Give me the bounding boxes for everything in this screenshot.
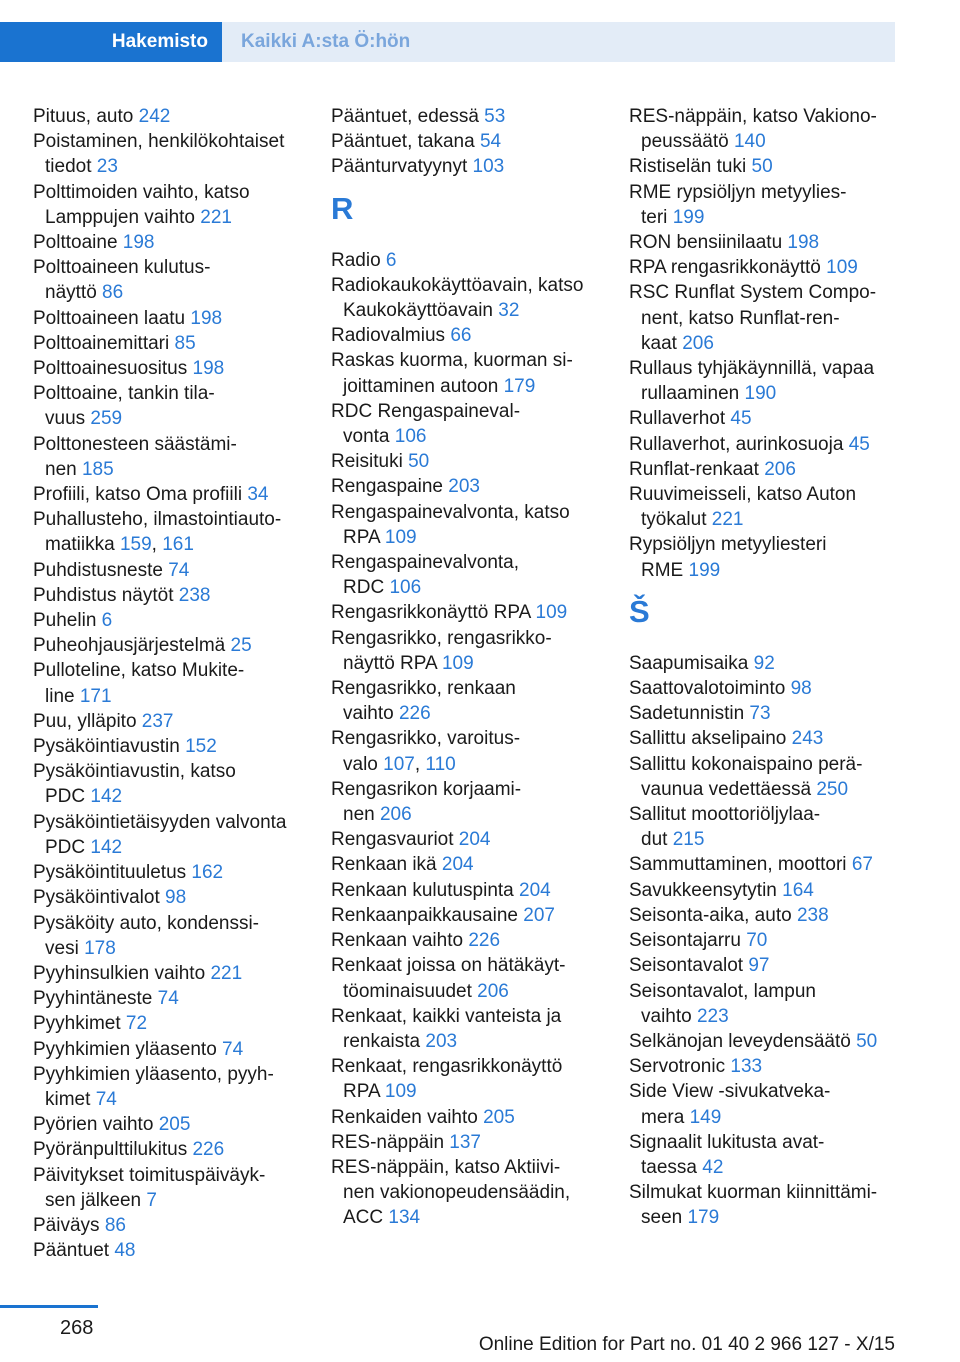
- page-link[interactable]: 6: [101, 610, 113, 632]
- page-link[interactable]: 178: [84, 937, 116, 959]
- index-entry: [629, 701, 899, 726]
- index-entry: [629, 180, 899, 230]
- edition-note: Online Edition for Part no. 01 40 2 966 127 - X/15: [478, 1334, 895, 1355]
- index-entry: [33, 331, 303, 356]
- index-entry: [629, 356, 899, 406]
- page-link[interactable]: 223: [696, 1005, 729, 1027]
- index-entry: [629, 953, 899, 978]
- page-link[interactable]: 185: [81, 458, 114, 480]
- index-entry: [33, 885, 303, 910]
- index-entry: [629, 903, 899, 928]
- index-entry: [33, 1213, 303, 1238]
- page-link[interactable]: 226: [468, 930, 501, 952]
- index-term: Signaalit lukitusta avat- taessa: [629, 1131, 825, 1178]
- index-entry: [629, 1180, 899, 1230]
- index-term: Rengasrikkonäyttö RPA: [331, 602, 536, 624]
- page-link[interactable]: 203: [425, 1030, 458, 1052]
- index-term: Seisontavalot: [629, 955, 749, 977]
- page-header: [0, 22, 895, 62]
- index-term: RDC Rengaspaineval- vonta: [331, 400, 521, 448]
- index-entry: [33, 180, 303, 230]
- index-term: Polttimoiden vaihto, katso Lamppujen vaihto: [33, 181, 250, 228]
- index-term: Pyyhkimien yläasento: [33, 1038, 223, 1060]
- index-term: Renkaat, rengasrikkonäyttö RPA: [331, 1056, 563, 1103]
- index-term: Pääntuet: [33, 1240, 115, 1262]
- index-term: Puhallusteho, ilmastointiauto- matiikka: [33, 509, 282, 556]
- index-term: Polttoainesuositus: [33, 358, 193, 380]
- index-entry: [629, 1029, 899, 1054]
- index-term: Radiokaukokäyttöavain, katso Kaukokäyttöavain: [331, 274, 584, 322]
- index-entry: [331, 154, 601, 179]
- page-link[interactable]: 243: [791, 728, 824, 750]
- index-term: Pysäköintietäisyyden valvonta PDC: [33, 811, 287, 858]
- page-link[interactable]: 74: [157, 988, 179, 1010]
- index-term: Renkaanpaikkausaine: [331, 904, 524, 926]
- index-term: Sammuttaminen, moottori: [629, 854, 852, 876]
- index-entry: [331, 953, 601, 1003]
- index-entry: [629, 726, 899, 751]
- page-link[interactable]: 70: [746, 930, 768, 952]
- page-link[interactable]: 206: [764, 458, 796, 480]
- page-link[interactable]: 107: [383, 753, 415, 775]
- index-entry: [33, 507, 303, 557]
- index-term: Puu, ylläpito: [33, 710, 142, 732]
- index-entry: [33, 1037, 303, 1062]
- index-term: Pyyhkimet: [33, 1013, 126, 1035]
- page-link[interactable]: 250: [816, 778, 849, 800]
- index-term: Puheohjausjärjestelmä: [33, 635, 231, 657]
- index-term: Rengasrikko, rengasrikko- näyttö RPA: [331, 627, 552, 674]
- index-term: Rengasrikko, varoitus- valo: [331, 728, 521, 775]
- page-link[interactable]: 137: [449, 1131, 481, 1153]
- index-entry: [629, 1054, 899, 1079]
- index-term: Pääntuet, edessä: [331, 106, 485, 127]
- index-entry: [331, 348, 601, 398]
- index-term: Renkaiden vaihto: [331, 1106, 484, 1128]
- index-term: Radio: [331, 249, 386, 271]
- page-link[interactable]: 162: [191, 862, 224, 884]
- page-link[interactable]: 142: [90, 786, 123, 808]
- index-entry: [331, 550, 601, 600]
- index-term: Rengasrikko, renkaan vaihto: [331, 678, 516, 725]
- index-entry: [629, 1130, 899, 1180]
- index-term: Pysäköity auto, kondenssi- vesi: [33, 912, 260, 959]
- index-entry: [33, 633, 303, 658]
- index-term: RES-näppäin, katso Aktiivi- nen vakionopeudensäädin, ACC: [331, 1156, 571, 1229]
- index-entry: [331, 248, 601, 273]
- index-entry: [331, 104, 601, 129]
- index-column-3: [629, 104, 899, 1231]
- page-number: 268: [60, 1317, 94, 1339]
- page-link[interactable]: 98: [790, 678, 812, 700]
- index-entry: [629, 104, 899, 154]
- page-link[interactable]: 164: [782, 879, 814, 901]
- index-entry: [331, 726, 601, 776]
- page-link[interactable]: 25: [230, 635, 252, 657]
- page-link[interactable]: 199: [688, 559, 721, 581]
- page-link[interactable]: 85: [174, 332, 196, 354]
- index-entry: [33, 356, 303, 381]
- index-term: RPA rengasrikkonäyttö: [629, 257, 827, 279]
- page-link[interactable]: 73: [749, 703, 771, 725]
- index-term: Saapumisaika: [629, 652, 754, 674]
- index-term: Renkaat, kaikki vanteista ja renkaista: [331, 1005, 562, 1052]
- page-link[interactable]: 109: [384, 526, 417, 548]
- index-entry: [629, 979, 899, 1029]
- index-term: Pituus, auto: [33, 106, 139, 127]
- index-entry: [629, 482, 899, 532]
- page-link[interactable]: 109: [384, 1081, 417, 1103]
- index-entry: [33, 1238, 303, 1263]
- index-term: Polttonesteen säästämi- nen: [33, 433, 237, 480]
- index-entry: [629, 154, 899, 179]
- page-link[interactable]: 54: [479, 131, 502, 153]
- page-link[interactable]: 198: [122, 232, 155, 254]
- page-link[interactable]: 205: [158, 1114, 191, 1136]
- index-term: Renkaan vaihto: [331, 930, 469, 952]
- index-entry: [331, 777, 601, 827]
- index-entry: [33, 1011, 303, 1036]
- index-entry: [629, 406, 899, 431]
- index-entry: [33, 1163, 303, 1213]
- page-link[interactable]: 226: [192, 1139, 225, 1161]
- page-separator: ,: [414, 753, 426, 775]
- page-link[interactable]: 74: [95, 1088, 117, 1110]
- page-link[interactable]: 110: [425, 753, 456, 775]
- page-link[interactable]: 238: [796, 904, 829, 926]
- index-entry: [629, 230, 899, 255]
- page-link[interactable]: 86: [102, 282, 124, 304]
- index-entry: [33, 306, 303, 331]
- page-link[interactable]: 140: [733, 131, 766, 153]
- page-link[interactable]: 221: [200, 206, 232, 228]
- index-entry: [629, 852, 899, 877]
- index-term: Runflat-renkaat: [629, 458, 765, 480]
- index-entry: [331, 1155, 601, 1231]
- index-entry: [33, 860, 303, 885]
- index-term: Pysäköintiavustin: [33, 736, 186, 758]
- index-term: Seisonta-aika, auto: [629, 904, 797, 926]
- index-entry: [33, 658, 303, 708]
- index-term: Poistaminen, henkilökohtaiset tiedot: [33, 131, 285, 178]
- index-entry: [629, 457, 899, 482]
- index-entry: [331, 878, 601, 903]
- page-link[interactable]: 45: [730, 408, 752, 430]
- index-term: RME rypsiöljyn metyylies- teri: [629, 181, 847, 228]
- index-term: Pyyhintäneste: [33, 988, 158, 1010]
- index-term: RON bensiinilaatu: [629, 232, 788, 254]
- index-term: Puhdistus näytöt: [33, 584, 179, 606]
- index-entry: [33, 255, 303, 305]
- page-link[interactable]: 215: [672, 829, 705, 851]
- index-entry: [331, 1130, 601, 1155]
- index-term: Raskas kuorma, kuorman si- joittaminen autoon: [331, 350, 573, 397]
- page-link[interactable]: 103: [472, 156, 505, 178]
- page-link[interactable]: 106: [389, 577, 422, 599]
- index-entry: [629, 255, 899, 280]
- index-term: Sallittu kokonaispaino perä- vaunua vedettäessä: [629, 753, 863, 800]
- page-link[interactable]: 198: [190, 307, 223, 329]
- index-term: RSC Runflat System Compo- nent, katso Runflat-ren- kaat: [629, 282, 877, 354]
- page-link[interactable]: 109: [535, 602, 568, 624]
- index-term: Rullaverhot: [629, 408, 731, 430]
- index-entry: [331, 1004, 601, 1054]
- page-link[interactable]: 109: [441, 652, 474, 674]
- page-link[interactable]: 171: [79, 685, 112, 707]
- page-link[interactable]: 237: [141, 710, 174, 732]
- page-link[interactable]: 161: [162, 534, 194, 556]
- index-term: Pysäköintiavustin, katso PDC: [33, 761, 236, 808]
- index-term: Rullaverhot, aurinkosuoja: [629, 433, 849, 455]
- index-term: RES-näppäin, katso Vakiono- peussäätö: [629, 106, 877, 153]
- page-link[interactable]: 6: [385, 249, 397, 271]
- index-entry: [331, 827, 601, 852]
- page-link[interactable]: 32: [498, 300, 520, 322]
- page-link[interactable]: 206: [682, 332, 714, 354]
- index-entry: [629, 802, 899, 852]
- page-link[interactable]: 98: [165, 887, 187, 909]
- page-link[interactable]: 86: [104, 1214, 126, 1236]
- index-term: Polttoaine, tankin tila- vuus: [33, 383, 215, 430]
- index-term: Rengasrikon korjaami- nen: [331, 778, 522, 826]
- index-term: Ruuvimeisseli, katso Auton työkalut: [629, 484, 857, 531]
- page-link[interactable]: 152: [185, 736, 217, 758]
- page-link[interactable]: 74: [222, 1038, 244, 1060]
- page-link[interactable]: 133: [730, 1056, 763, 1078]
- page-link[interactable]: 238: [178, 584, 211, 606]
- page-link[interactable]: 205: [483, 1106, 515, 1128]
- index-entry: [331, 399, 601, 449]
- page-link[interactable]: 109: [826, 257, 858, 279]
- index-term: Servotronic: [629, 1056, 731, 1078]
- index-entry: [331, 1054, 601, 1104]
- index-entry: [629, 928, 899, 953]
- section-letter: Š: [629, 593, 650, 629]
- index-term: Polttoainemittari: [33, 332, 175, 354]
- index-term: Pysäköintivalot: [33, 887, 166, 909]
- page-link[interactable]: 48: [114, 1240, 136, 1262]
- index-entry: [33, 986, 303, 1011]
- index-term: Puhdistusneste: [33, 559, 169, 581]
- index-entry: [629, 1079, 899, 1129]
- index-entry: [331, 474, 601, 499]
- index-entry: [33, 432, 303, 482]
- index-entry: [33, 734, 303, 759]
- footer-rule: [0, 1305, 98, 1308]
- page-link[interactable]: 106: [394, 426, 427, 448]
- index-term: Pääntuet, takana: [331, 131, 480, 153]
- page-link[interactable]: 204: [441, 854, 474, 876]
- index-term: Radiovalmius: [331, 325, 451, 347]
- index-entry: [33, 482, 303, 507]
- page-link[interactable]: 221: [711, 509, 744, 531]
- page-link[interactable]: 50: [408, 451, 430, 473]
- index-entry: [33, 1062, 303, 1112]
- index-term: Sallittu akselipaino: [629, 728, 792, 750]
- page-link[interactable]: 198: [192, 358, 225, 380]
- index-entry: [331, 903, 601, 928]
- index-term: Selkänojan leveydensäätö: [629, 1030, 857, 1052]
- index-term: Seisontavalot, lampun vaihto: [629, 980, 816, 1027]
- index-entry: [331, 500, 601, 550]
- page-link[interactable]: 72: [125, 1013, 148, 1035]
- page-link[interactable]: 50: [751, 156, 773, 178]
- index-term: Renkaat joissa on hätäkäyt- töominaisuudet: [331, 955, 566, 1002]
- page-link[interactable]: 179: [503, 375, 536, 397]
- index-term: Profiili, katso Oma profiili: [33, 484, 248, 506]
- index-entry: [33, 961, 303, 986]
- index-term: Päivitykset toimituspäiväyk- sen jälkeen: [33, 1164, 266, 1211]
- page-link[interactable]: 74: [168, 559, 190, 581]
- index-column-1: [33, 104, 303, 1263]
- index-term: Savukkeensytytin: [629, 879, 783, 901]
- page-link[interactable]: 221: [210, 962, 243, 984]
- index-entry: [33, 381, 303, 431]
- index-term: Pyöränpulttilukitus: [33, 1139, 193, 1161]
- index-entry: [33, 129, 303, 179]
- index-term: Reisituki: [331, 451, 409, 473]
- index-entry: [33, 230, 303, 255]
- index-entry: [33, 104, 303, 129]
- index-term: Rypsiöljyn metyyliesteri RME: [629, 534, 827, 581]
- index-entry: [331, 928, 601, 953]
- page-link[interactable]: 226: [398, 703, 431, 725]
- index-term: Rullaus tyhjäkäynnillä, vapaa rullaaminen: [629, 358, 875, 405]
- index-entry: [331, 852, 601, 877]
- index-term: Pysäköintituuletus: [33, 862, 192, 884]
- index-term: Renkaan ikä: [331, 854, 442, 876]
- index-term: Polttoaineen kulutus- näyttö: [33, 257, 211, 304]
- page-link[interactable]: 142: [90, 836, 123, 858]
- index-term: Päiväys: [33, 1214, 105, 1236]
- index-term: Rengaspainevalvonta, RDC: [331, 552, 520, 599]
- page-link[interactable]: 206: [477, 980, 509, 1002]
- index-entry: [629, 878, 899, 903]
- index-term: Side View -sivukatveka- mera: [629, 1081, 831, 1128]
- page-link[interactable]: 7: [146, 1189, 157, 1211]
- page-link[interactable]: 204: [458, 829, 491, 851]
- index-entry: [331, 129, 601, 154]
- page-link[interactable]: 97: [748, 955, 770, 977]
- index-entry: [33, 558, 303, 583]
- index-entry: [331, 273, 601, 323]
- index-entry: [33, 1137, 303, 1162]
- subsection-tab[interactable]: Kaikki A:sta Ö:hön: [222, 22, 895, 62]
- page-link[interactable]: 67: [851, 854, 873, 876]
- page-link[interactable]: 42: [702, 1156, 724, 1178]
- page-separator: ,: [151, 534, 163, 556]
- page-link[interactable]: 190: [744, 383, 777, 405]
- index-term: Polttoaine: [33, 232, 123, 254]
- index-entry: [629, 651, 899, 676]
- index-entry: [33, 1112, 303, 1137]
- index-term: Sallitut moottoriöljylaa- dut: [629, 804, 821, 851]
- index-term: Pyörien vaihto: [33, 1114, 159, 1136]
- page-link[interactable]: 203: [448, 476, 480, 498]
- index-entry: [629, 280, 899, 356]
- index-entry: [33, 911, 303, 961]
- page-link[interactable]: 207: [523, 904, 555, 926]
- index-term: Silmukat kuorman kiinnittämi- seen: [629, 1182, 878, 1229]
- index-term: RES-näppäin: [331, 1131, 450, 1153]
- page-link[interactable]: 159: [119, 534, 152, 556]
- index-term: Puhelin: [33, 610, 102, 632]
- index-entry: [629, 752, 899, 802]
- index-term: Seisontajarru: [629, 930, 747, 952]
- index-entry: [33, 759, 303, 809]
- index-entry: [331, 1105, 601, 1130]
- page-link[interactable]: 149: [689, 1106, 722, 1128]
- page-link[interactable]: 23: [96, 156, 118, 178]
- index-entry: [33, 608, 303, 633]
- page-link[interactable]: 53: [484, 106, 506, 127]
- index-entry: [629, 676, 899, 701]
- index-term: Pyyhinsulkien vaihto: [33, 962, 211, 984]
- page-link[interactable]: 45: [848, 433, 870, 455]
- index-term: Renkaan kulutuspinta: [331, 879, 520, 901]
- section-letter: R: [331, 190, 354, 226]
- page-link[interactable]: 206: [379, 804, 412, 826]
- index-entry: [33, 810, 303, 860]
- page-link[interactable]: 34: [247, 484, 269, 506]
- index-term: Päänturvatyynyt: [331, 156, 473, 178]
- index-term: Rengasvauriot: [331, 829, 459, 851]
- page-link[interactable]: 199: [672, 206, 705, 228]
- page-link[interactable]: 50: [856, 1030, 878, 1052]
- index-term: Ristiselän tuki: [629, 156, 752, 178]
- index-entry: [331, 323, 601, 348]
- page-link[interactable]: 179: [687, 1207, 720, 1229]
- index-entry: [331, 676, 601, 726]
- index-column-2: [331, 104, 601, 1231]
- page-link[interactable]: 259: [90, 408, 123, 430]
- index-term: Rengaspainevalvonta, katso RPA: [331, 501, 570, 548]
- page-link[interactable]: 66: [450, 325, 472, 347]
- index-term: Sadetunnistin: [629, 703, 750, 725]
- index-term: Pyyhkimien yläasento, pyyh- kimet: [33, 1063, 274, 1110]
- index-entry: [629, 532, 899, 582]
- index-term: Pulloteline, katso Mukite- line: [33, 660, 245, 707]
- index-term: Polttoaineen laatu: [33, 307, 191, 329]
- page-link[interactable]: 134: [388, 1207, 421, 1229]
- page-link[interactable]: 204: [519, 879, 551, 901]
- index-entry: [33, 583, 303, 608]
- index-term: Saattovalotoiminto: [629, 678, 791, 700]
- index-entry: [331, 449, 601, 474]
- index-entry: [331, 626, 601, 676]
- index-entry: [331, 600, 601, 625]
- page-link[interactable]: 198: [787, 232, 820, 254]
- page-link[interactable]: 242: [138, 106, 171, 127]
- index-entry: [629, 432, 899, 457]
- page-link[interactable]: 92: [753, 652, 775, 674]
- section-tab[interactable]: Hakemisto: [0, 22, 222, 62]
- index-entry: [33, 709, 303, 734]
- index-term: Rengaspaine: [331, 476, 449, 498]
